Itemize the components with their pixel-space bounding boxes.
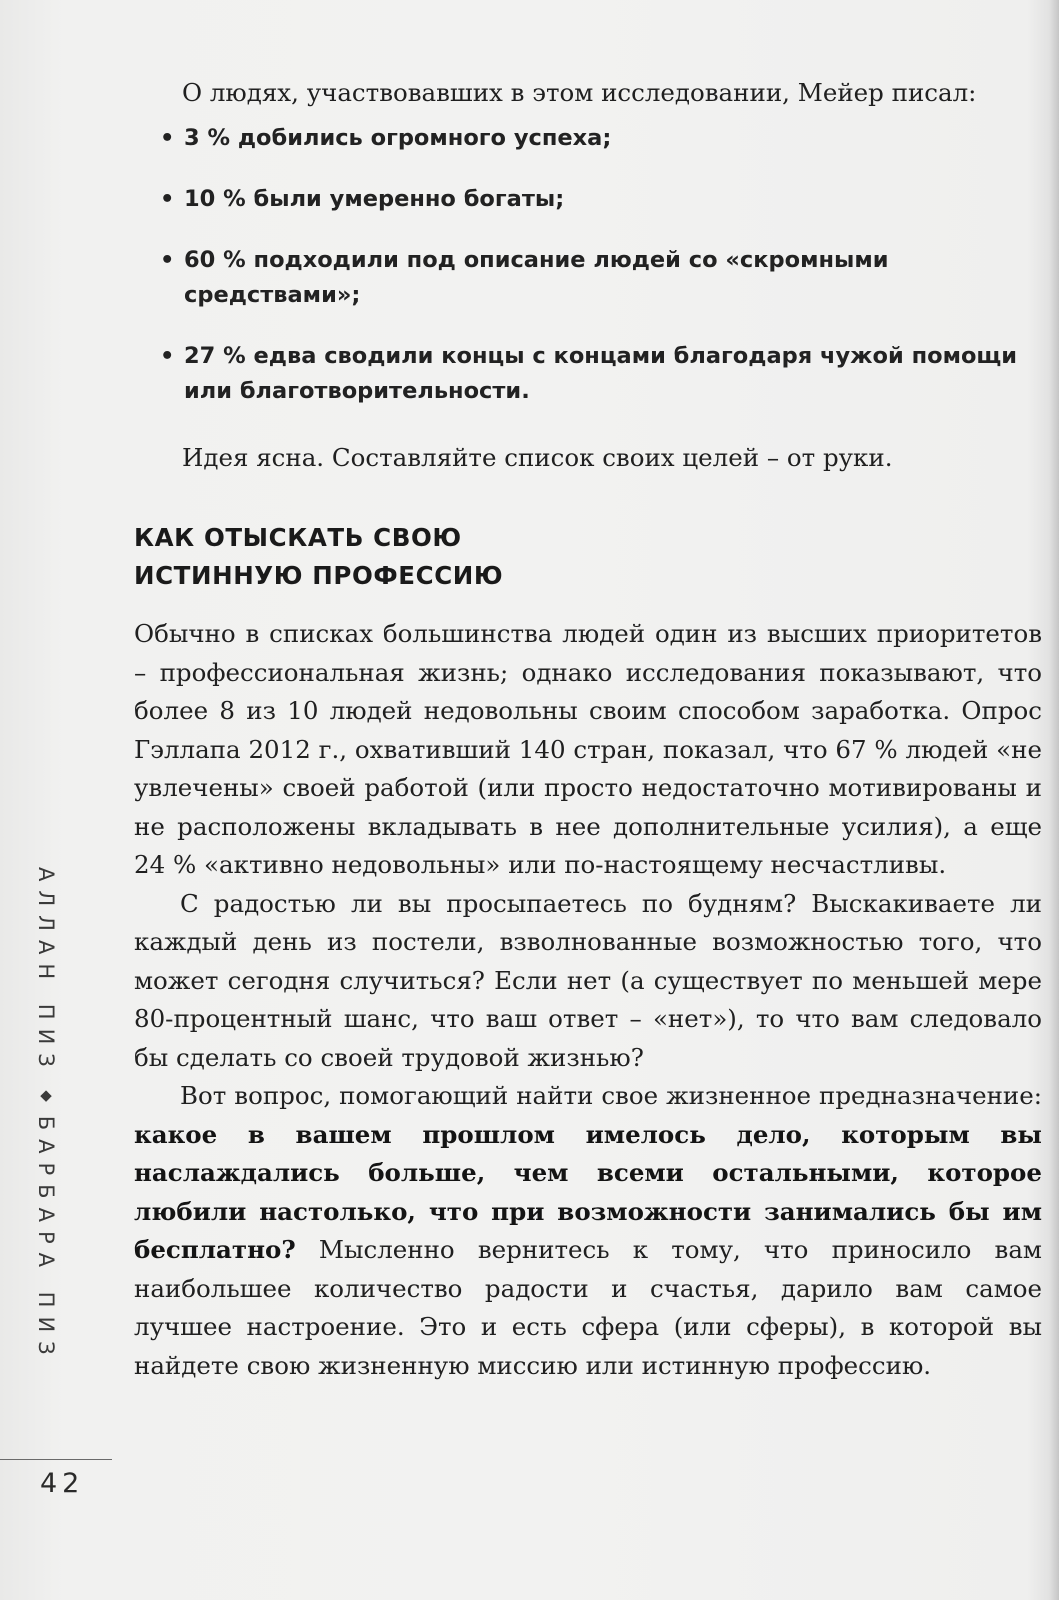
section-heading <box>134 519 1042 595</box>
paragraph: С радостью ли вы просыпаетесь по будням? Выскакиваете ли каждый день из постели, взволнованные возможностью того, что может сегодня случиться? Если нет (а существует по меньшей мере 80-процентный шанс, что ваш ответ – «нет»), то что вам следовало бы сделать со своей трудовой жизнью? <box>134 888 1042 1072</box>
section-heading-line: ИСТИННУЮ ПРОФЕССИЮ <box>134 561 504 590</box>
author-name: АЛЛАН ПИЗ <box>34 867 58 1076</box>
statistics-list <box>134 121 1042 409</box>
bullet-icon: • <box>160 342 175 369</box>
list-item-text: 60 % подходили под описание людей со «скромными средствами»; <box>184 246 889 308</box>
authors-vertical <box>34 867 58 1364</box>
emphasized-question: какое в вашем прошлом имелось дело, которым вы наслаждались больше, чем всеми остальными, которое любили настолько, что при возможности занимались бы им бесплатно? <box>134 1119 1042 1264</box>
page-content <box>134 74 1042 1385</box>
page-number: 42 <box>40 1468 85 1499</box>
paragraph: Обычно в списках большинства людей один из высших приоритетов – профессиональная жизнь; однако исследования показывают, что более 8 из 10 людей недовольны своим способом заработка. Опрос Гэллапа 2012 г., охвативший 140 стран, показал, что 67 % людей «не увлечены» своей работой (или просто недостаточно мотивированы и не расположены вкладывать в нее дополнительные усилия), а еще 24 % «активно недовольны» или по-настоящему несчастливы. <box>134 619 1042 879</box>
list-item-text: 10 % были умеренно богаты; <box>184 185 565 212</box>
list-item <box>134 121 1042 156</box>
list-item <box>134 339 1042 409</box>
list-item-text: 27 % едва сводили концы с концами благодаря чужой помощи или благотворительности. <box>184 342 1018 404</box>
list-item <box>134 182 1042 217</box>
section-heading-line: КАК ОТЫСКАТЬ СВОЮ <box>134 523 462 552</box>
list-item-text: 3 % добились огромного успеха; <box>184 124 612 151</box>
bullet-icon: • <box>160 124 175 151</box>
paragraph <box>134 1077 1042 1385</box>
closing-text: Идея ясна. Составляйте список своих целей – от руки. <box>182 442 893 472</box>
bullet-icon: • <box>160 246 175 273</box>
running-header <box>26 867 66 1427</box>
paragraph-text: Вот вопрос, помогающий найти свое жизненное предназначение: <box>180 1081 1042 1110</box>
paragraph-text: Мысленно вернитесь к тому, что приносило вам наибольшее количество радости и счастья, дарило вам самое лучшее настроение. Это и есть сфера (или сферы), в которой вы найдете свою жизненную миссию или истинную профессию. <box>134 1235 1042 1380</box>
list-item <box>134 243 1042 313</box>
diamond-icon: ◆ <box>37 1085 55 1104</box>
author-name: БАРБАРА ПИЗ <box>34 1115 58 1364</box>
footer-divider <box>0 1459 112 1460</box>
intro-text: О людях, участвовавших в этом исследовании, Мейер писал: <box>182 78 977 107</box>
bullet-icon: • <box>160 185 175 212</box>
